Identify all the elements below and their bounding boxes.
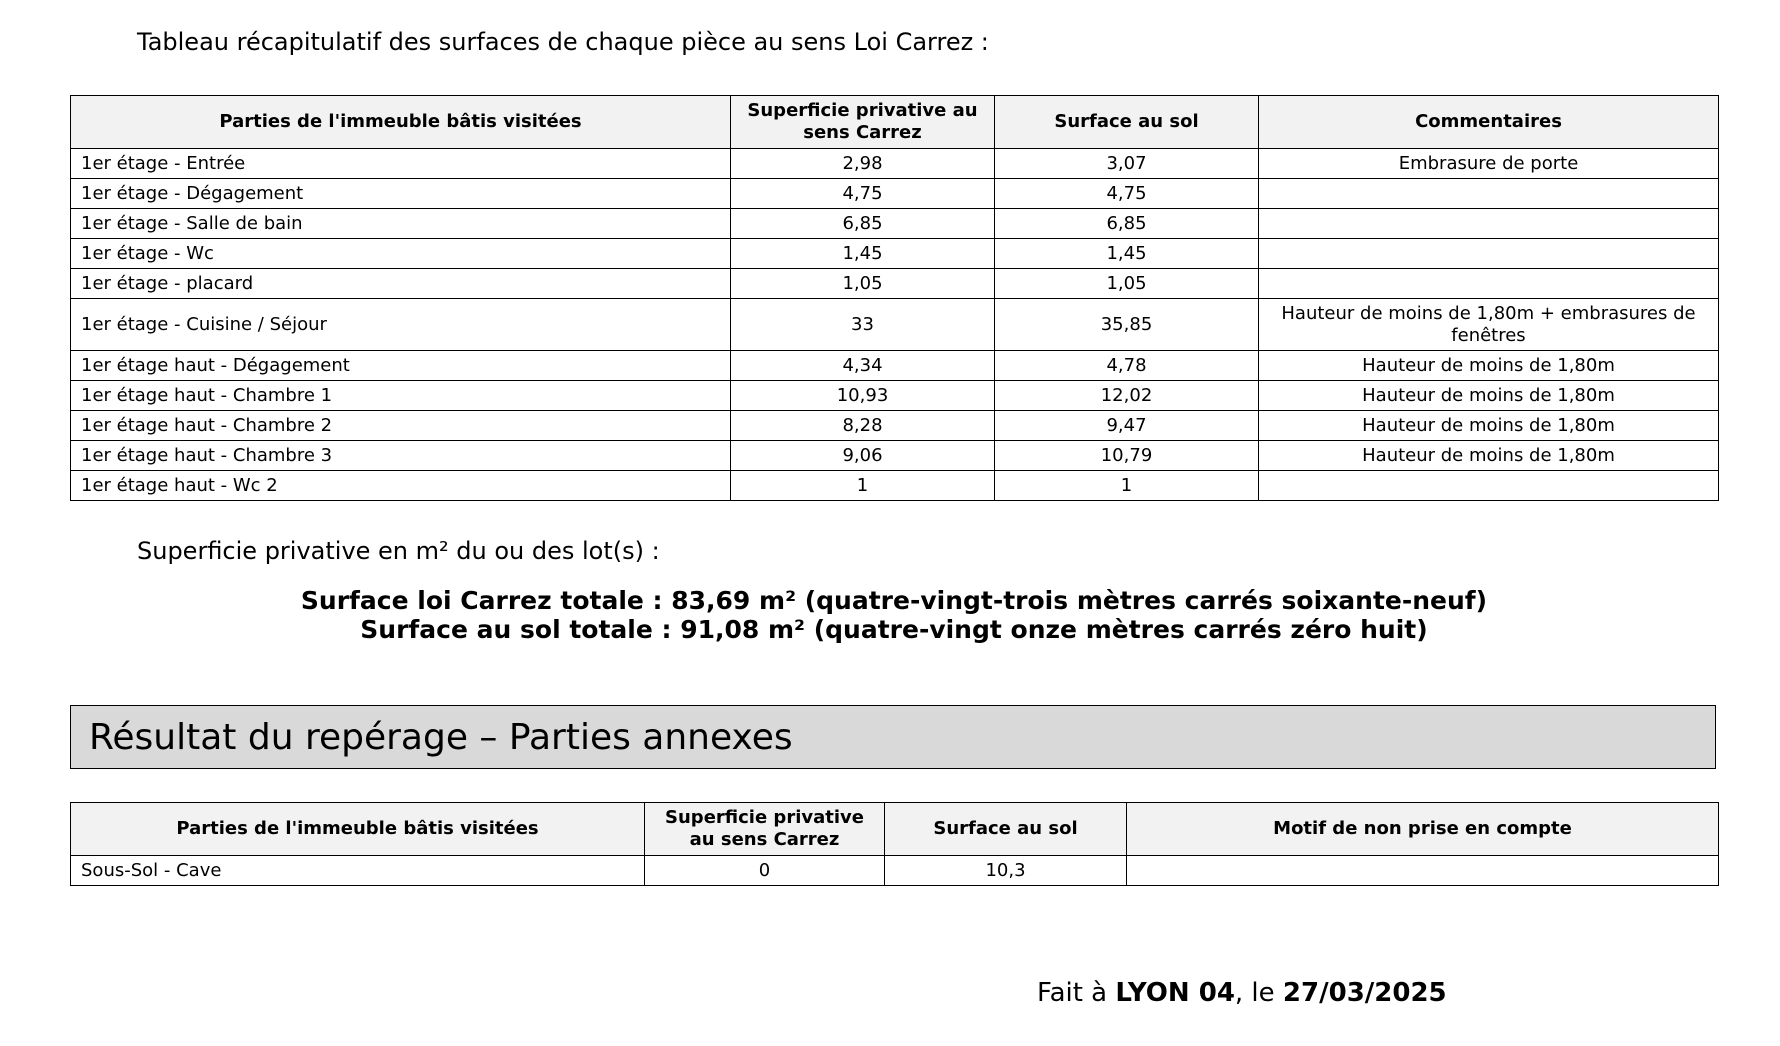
table-row [71, 209, 1719, 239]
header-superficie-carrez: Superficie privative au sens Carrez [645, 803, 885, 856]
cell-commentaire: Hauteur de moins de 1,80m [1259, 411, 1719, 441]
cell-commentaire [1259, 179, 1719, 209]
table-header-row [71, 803, 1719, 856]
cell-sol: 1,45 [995, 239, 1259, 269]
cell-commentaire: Hauteur de moins de 1,80m [1259, 351, 1719, 381]
total-carrez: Surface loi Carrez totale : 83,69 m² (quatre-vingt-trois mètres carrés soixante-neuf) [300, 586, 1488, 615]
cell-piece: 1er étage haut - Chambre 2 [71, 411, 731, 441]
cell-carrez: 0 [645, 856, 885, 886]
cell-sol: 10,79 [995, 441, 1259, 471]
cell-piece: 1er étage - Cuisine / Séjour [71, 299, 731, 351]
table-row [71, 149, 1719, 179]
summary-label: Superficie privative en m² du ou des lot(s) : [137, 537, 660, 565]
cell-sol: 12,02 [995, 381, 1259, 411]
footer-date: 27/03/2025 [1282, 978, 1447, 1008]
table-row [71, 381, 1719, 411]
cell-commentaire [1259, 209, 1719, 239]
cell-piece: Sous-Sol - Cave [71, 856, 645, 886]
header-surface-sol: Surface au sol [995, 96, 1259, 149]
cell-sol: 4,75 [995, 179, 1259, 209]
carrez-surfaces-table [70, 95, 1719, 501]
cell-carrez: 2,98 [731, 149, 995, 179]
table-row [71, 351, 1719, 381]
cell-sol: 35,85 [995, 299, 1259, 351]
cell-commentaire [1259, 269, 1719, 299]
cell-commentaire [1259, 471, 1719, 501]
cell-piece: 1er étage haut - Dégagement [71, 351, 731, 381]
table-row [71, 411, 1719, 441]
section-title: Résultat du repérage – Parties annexes [70, 705, 1716, 769]
cell-carrez: 6,85 [731, 209, 995, 239]
intro-text: Tableau récapitulatif des surfaces de chaque pièce au sens Loi Carrez : [137, 28, 989, 56]
header-surface-sol: Surface au sol [885, 803, 1127, 856]
table-header-row [71, 96, 1719, 149]
cell-piece: 1er étage - Salle de bain [71, 209, 731, 239]
footer-middle: , le [1234, 978, 1283, 1008]
cell-commentaire: Hauteur de moins de 1,80m [1259, 441, 1719, 471]
footer-city: LYON 04 [1115, 978, 1235, 1008]
cell-motif [1127, 856, 1719, 886]
cell-carrez: 33 [731, 299, 995, 351]
cell-piece: 1er étage haut - Chambre 1 [71, 381, 731, 411]
cell-sol: 4,78 [995, 351, 1259, 381]
cell-carrez: 10,93 [731, 381, 995, 411]
cell-sol: 1 [995, 471, 1259, 501]
table-row [71, 299, 1719, 351]
annex-table [70, 802, 1719, 886]
cell-sol: 10,3 [885, 856, 1127, 886]
cell-sol: 9,47 [995, 411, 1259, 441]
cell-piece: 1er étage - Wc [71, 239, 731, 269]
cell-carrez: 1,45 [731, 239, 995, 269]
cell-carrez: 4,34 [731, 351, 995, 381]
table-row [71, 239, 1719, 269]
header-parties: Parties de l'immeuble bâtis visitées [71, 803, 645, 856]
cell-commentaire: Hauteur de moins de 1,80m [1259, 381, 1719, 411]
cell-carrez: 4,75 [731, 179, 995, 209]
footer-signature [1037, 978, 1447, 1008]
total-sol: Surface au sol totale : 91,08 m² (quatre-vingt onze mètres carrés zéro huit) [360, 615, 1428, 644]
cell-carrez: 8,28 [731, 411, 995, 441]
table-row [71, 856, 1719, 886]
cell-sol: 1,05 [995, 269, 1259, 299]
cell-commentaire: Embrasure de porte [1259, 149, 1719, 179]
table-row [71, 471, 1719, 501]
header-motif: Motif de non prise en compte [1127, 803, 1719, 856]
header-parties: Parties de l'immeuble bâtis visitées [71, 96, 731, 149]
header-commentaires: Commentaires [1259, 96, 1719, 149]
cell-piece: 1er étage haut - Chambre 3 [71, 441, 731, 471]
footer-prefix: Fait à [1037, 978, 1116, 1008]
cell-piece: 1er étage - Dégagement [71, 179, 731, 209]
cell-sol: 3,07 [995, 149, 1259, 179]
cell-sol: 6,85 [995, 209, 1259, 239]
cell-piece: 1er étage - placard [71, 269, 731, 299]
cell-carrez: 9,06 [731, 441, 995, 471]
cell-carrez: 1,05 [731, 269, 995, 299]
header-superficie-carrez: Superficie privative au sens Carrez [731, 96, 995, 149]
table-row [71, 179, 1719, 209]
cell-piece: 1er étage haut - Wc 2 [71, 471, 731, 501]
table-row [71, 269, 1719, 299]
cell-carrez: 1 [731, 471, 995, 501]
cell-commentaire: Hauteur de moins de 1,80m + embrasures de fenêtres [1259, 299, 1719, 351]
cell-piece: 1er étage - Entrée [71, 149, 731, 179]
cell-commentaire [1259, 239, 1719, 269]
table-row [71, 441, 1719, 471]
